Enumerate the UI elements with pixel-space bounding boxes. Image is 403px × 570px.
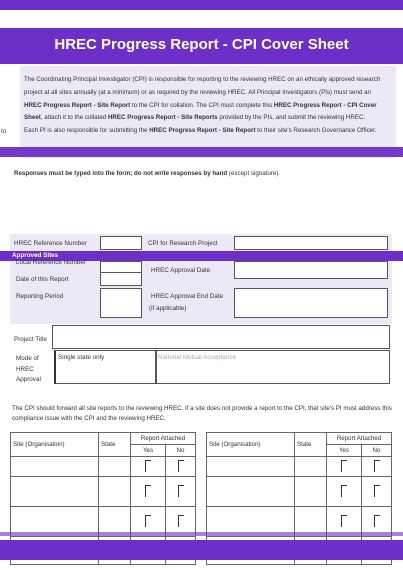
site-cell[interactable] xyxy=(207,477,295,507)
cpi-project-label: CPI for Research Project xyxy=(148,240,218,247)
checkbox[interactable] xyxy=(341,460,347,472)
compliance-text: The CPI should forward all site reports to the reviewing HREC. If a site does not provide a report to the CPI, that site's PI must address this compliance issue with the CPI and the reviewing HREC. xyxy=(12,405,392,422)
project-title-label: Project Title xyxy=(14,336,47,343)
approval-end-label: HREC Approval End Date xyxy=(151,293,224,300)
intro-text-part: provided by the PIs, and submit the reviewing HREC. xyxy=(217,114,366,122)
table-row xyxy=(11,457,196,477)
page-title: HREC Progress Report - CPI Cover Sheet xyxy=(54,36,349,53)
instruction-bold: Responses must be typed into the form; do not write responses by hand xyxy=(14,170,228,177)
single-state-label: Single state only xyxy=(58,354,105,361)
state-header: State xyxy=(99,433,131,457)
no-header: No xyxy=(166,445,196,457)
no-cell[interactable] xyxy=(166,477,196,507)
checkbox[interactable] xyxy=(178,460,184,472)
intro-text-part: , attach it to the collated xyxy=(40,114,108,122)
state-cell[interactable] xyxy=(99,477,131,507)
no-cell[interactable] xyxy=(166,457,196,477)
footer-band-main xyxy=(0,540,403,560)
intro-bold: HREC Progress Report - Site Reports xyxy=(107,114,218,122)
intro-divider-band xyxy=(0,147,403,157)
checkbox[interactable] xyxy=(145,515,151,527)
footer-band xyxy=(0,532,403,536)
yes-cell[interactable] xyxy=(131,477,166,507)
instruction-text xyxy=(14,170,280,177)
intro-text-part: Each PI is also responsible for submitting the xyxy=(24,127,150,135)
table-row xyxy=(207,477,392,507)
yes-cell[interactable] xyxy=(131,457,166,477)
checkbox[interactable] xyxy=(145,485,151,497)
table-row xyxy=(11,477,196,507)
state-cell[interactable] xyxy=(295,477,327,507)
instruction-rest: (except signature). xyxy=(227,170,281,177)
approval-end-field[interactable] xyxy=(234,288,388,318)
site-header: Site (Organisation) xyxy=(11,433,99,457)
state-header: State xyxy=(295,433,327,457)
yes-header: Yes xyxy=(131,445,166,457)
checkbox[interactable] xyxy=(374,485,380,497)
intro-bold: HREC Progress Report - Site Report xyxy=(24,101,131,109)
no-header: No xyxy=(362,445,392,457)
if-applicable-label: (if applicable) xyxy=(149,305,187,312)
site-cell[interactable] xyxy=(207,457,295,477)
site-cell[interactable] xyxy=(11,457,99,477)
yes-cell[interactable] xyxy=(327,457,362,477)
intro-text xyxy=(24,74,390,138)
no-cell[interactable] xyxy=(362,477,392,507)
approved-sites-label: Approved Sites xyxy=(12,252,59,259)
table-row xyxy=(207,457,392,477)
hrec-ref-label: HREC Reference Number xyxy=(14,240,87,247)
project-title-field[interactable] xyxy=(52,325,390,349)
yes-cell[interactable] xyxy=(327,477,362,507)
intro-text-part: to their site's Research Governance Officer. xyxy=(255,127,377,135)
mode-label-1: Mode of xyxy=(16,355,39,362)
mode-label-3: Approval xyxy=(16,376,41,383)
checkbox[interactable] xyxy=(341,515,347,527)
checkbox[interactable] xyxy=(374,515,380,527)
report-attached-header: Report Attached xyxy=(131,433,196,445)
intro-bold: HREC Progress Report - Site Report xyxy=(149,127,256,135)
site-header: Site (Organisation) xyxy=(207,433,295,457)
local-ref-label: Local Reference Number xyxy=(16,259,87,266)
cpi-project-field[interactable] xyxy=(234,236,388,250)
checkbox[interactable] xyxy=(178,485,184,497)
intro-text-part: to the CPI for collation. The CPI must complete this xyxy=(130,101,274,109)
yes-header: Yes xyxy=(327,445,362,457)
report-attached-header: Report Attached xyxy=(327,433,392,445)
date-report-field[interactable] xyxy=(100,272,142,286)
stray-text: to xyxy=(1,128,7,135)
national-label: National Mutual Acceptance xyxy=(158,354,237,361)
header-top-band xyxy=(0,0,403,10)
checkbox[interactable] xyxy=(145,460,151,472)
site-cell[interactable] xyxy=(11,477,99,507)
approval-date-field[interactable] xyxy=(234,261,388,279)
checkbox[interactable] xyxy=(341,485,347,497)
date-report-label: Date of this Report xyxy=(16,276,69,283)
approval-date-label: HREC Approval Date xyxy=(151,267,211,274)
intro-text-part: The Coordinating Principal Investigator (CPI) is responsible for reporting to the reviewing HREC on an ethically approved research project at all sites annually (at a minimum) or as required by the reviewing HREC. All Principal Investigators (PIs) must send an xyxy=(24,76,381,96)
intro-bold: HREC Progress Report - CPI Cover Sheet xyxy=(24,101,377,122)
reporting-period-field[interactable] xyxy=(100,288,142,318)
state-cell[interactable] xyxy=(295,457,327,477)
hrec-ref-field[interactable] xyxy=(100,236,142,250)
state-cell[interactable] xyxy=(99,457,131,477)
checkbox[interactable] xyxy=(178,515,184,527)
no-cell[interactable] xyxy=(362,457,392,477)
reporting-period-label: Reporting Period xyxy=(16,293,64,300)
checkbox[interactable] xyxy=(374,460,380,472)
mode-label-2: HREC xyxy=(16,366,34,373)
